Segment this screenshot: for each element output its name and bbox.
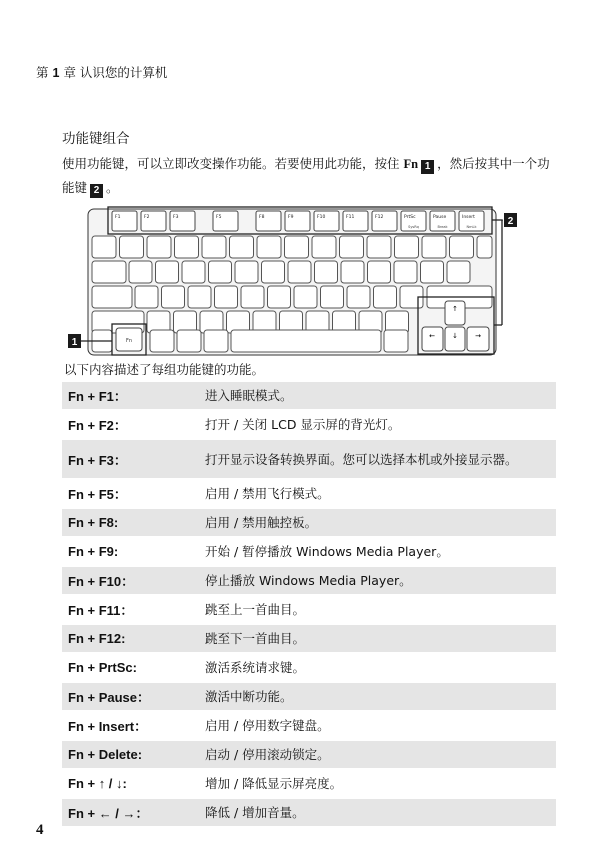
fkey-label: F9 — [288, 215, 294, 220]
callout-1-label: 1 — [71, 337, 78, 348]
arrow-up-icon: ↑ — [452, 305, 458, 313]
table-row — [62, 411, 556, 438]
table-row — [62, 625, 556, 652]
key-description: 跳至上一首曲目。 — [205, 602, 306, 617]
keycap — [230, 236, 254, 258]
fkey-7 — [343, 211, 368, 231]
keycap — [447, 261, 470, 283]
fkey-label: F2 — [144, 215, 150, 220]
keycap — [268, 286, 291, 308]
keycap — [92, 286, 132, 308]
keycap — [340, 236, 364, 258]
keycap — [150, 330, 174, 352]
keycap — [182, 261, 205, 283]
keycap — [347, 286, 370, 308]
keycap — [204, 330, 228, 352]
fkey-sub-label: NmLk — [466, 225, 477, 229]
chapter-title: 章 认识您的计算机 — [63, 65, 168, 80]
table-row — [62, 741, 556, 768]
page-number: 4 — [36, 822, 44, 838]
keycap — [384, 330, 408, 352]
keycap — [241, 286, 264, 308]
fkey-label: F10 — [317, 215, 326, 220]
table-row — [62, 440, 556, 478]
intro-fn: Fn — [403, 157, 419, 171]
table-row — [62, 654, 556, 681]
fkey-label: F1 — [115, 215, 121, 220]
keycap — [315, 261, 338, 283]
callout-2-label: 2 — [507, 216, 514, 227]
key-description: 打开 / 关闭 LCD 显示屏的背光灯。 — [205, 417, 401, 432]
keycap — [368, 261, 391, 283]
keycap — [394, 261, 417, 283]
fkey-5 — [285, 211, 310, 231]
keycap — [120, 236, 144, 258]
key-combination: Fn + F8: — [62, 509, 199, 536]
table-row — [62, 683, 556, 710]
fkey-sub-label: Break — [437, 225, 448, 229]
keycap — [341, 261, 364, 283]
intro-text-2: ，然后按其中一个功能键 — [62, 156, 550, 195]
key-combination: Fn + F3： — [62, 440, 199, 478]
fkey-label: Pause — [433, 215, 447, 220]
key-description: 增加 / 降低显示屏亮度。 — [205, 776, 343, 791]
fkey-label: F8 — [259, 215, 265, 220]
keycap — [257, 236, 281, 258]
key-description: 启用 / 禁用触控板。 — [199, 509, 556, 536]
table-row — [62, 509, 556, 536]
keyboard-svg — [60, 205, 560, 357]
keycap — [177, 330, 201, 352]
chapter-prefix: 第 — [36, 65, 49, 80]
fkey-1 — [141, 211, 166, 231]
callout-badge-2: 2 — [90, 184, 103, 198]
key-description: 激活系统请求键。 — [205, 660, 306, 675]
table-row — [62, 596, 556, 623]
keycap — [129, 261, 152, 283]
keycap — [231, 330, 381, 352]
key-description: 停止播放 Windows Media Player。 — [199, 567, 556, 594]
key-combination: Fn + Insert： — [68, 719, 148, 734]
keycap — [135, 286, 158, 308]
table-row — [62, 712, 556, 739]
key-description: 降低 / 增加音量。 — [199, 799, 556, 826]
keycap — [175, 236, 199, 258]
keycap — [92, 261, 126, 283]
key-description: 启用 / 禁用飞行模式。 — [205, 486, 330, 501]
section-title: 功能键组合 — [62, 131, 130, 147]
keyboard-illustration — [60, 205, 560, 357]
fkey-sub-label: SysRq — [408, 225, 419, 229]
table-caption: 以下内容描述了每组功能键的功能。 — [64, 362, 265, 377]
key-combination: Fn + F5： — [68, 487, 127, 502]
keycap — [450, 236, 474, 258]
keycap — [312, 236, 336, 258]
chapter-header — [36, 63, 167, 81]
key-combination: Fn + F9: — [68, 544, 119, 559]
keycap — [374, 286, 397, 308]
fkey-label: F12 — [375, 215, 384, 220]
keycap — [395, 236, 419, 258]
fn-key-label: Fn — [125, 338, 133, 344]
keycap — [321, 286, 344, 308]
callout-badge-1: 1 — [421, 160, 434, 174]
key-description: 启动 / 停用滚动锁定。 — [199, 741, 556, 768]
fkey-3 — [213, 211, 238, 231]
key-description: 开始 / 暂停播放 Windows Media Player。 — [205, 544, 449, 559]
key-combination: Fn + F1： — [62, 382, 199, 409]
table-row — [62, 382, 556, 409]
key-description: 启用 / 停用数字键盘。 — [205, 718, 330, 733]
key-description: 打开显示设备转换界面。您可以选择本机或外接显示器。 — [199, 440, 556, 478]
keycap — [202, 236, 226, 258]
keycap — [285, 236, 309, 258]
fkey-label: F5 — [216, 215, 222, 220]
fkey-8 — [372, 211, 397, 231]
keycap — [215, 286, 238, 308]
arrow-right-icon: → — [475, 332, 481, 340]
key-combination: Fn + F11： — [68, 603, 134, 618]
key-combination: Fn + F12: — [62, 625, 199, 652]
keycap — [156, 261, 179, 283]
keycap — [288, 261, 311, 283]
arrow-down-icon: ↓ — [452, 332, 458, 340]
fkey-label: PrtSc — [404, 215, 416, 220]
key-description: 跳至下一首曲目。 — [199, 625, 556, 652]
key-combination: Fn + ← / →： — [62, 799, 199, 826]
fkey-0 — [112, 211, 137, 231]
key-description: 进入睡眠模式。 — [199, 382, 556, 409]
fkey-6 — [314, 211, 339, 231]
key-combination: Fn + ↑ / ↓: — [68, 776, 127, 791]
key-combination: Fn + F2： — [68, 418, 127, 433]
key-description: 激活中断功能。 — [199, 683, 556, 710]
keycap — [422, 236, 446, 258]
keycap — [188, 286, 211, 308]
key-combination: Fn + PrtSc: — [68, 660, 137, 675]
keycap — [421, 261, 444, 283]
key-combination: Fn + F10： — [62, 567, 199, 594]
table-row — [62, 770, 556, 797]
fkey-4 — [256, 211, 281, 231]
keycap — [92, 236, 116, 258]
intro-paragraph — [62, 152, 552, 200]
key-combination: Fn + Pause： — [62, 683, 199, 710]
keycap — [147, 236, 171, 258]
key-combination: Fn + Delete: — [62, 741, 199, 768]
chapter-number: 1 — [52, 66, 60, 80]
keycap — [262, 261, 285, 283]
keycap — [477, 236, 492, 258]
function-key-table — [62, 380, 556, 828]
table-row — [62, 799, 556, 826]
fkey-label: F3 — [173, 215, 179, 220]
keycap — [162, 286, 185, 308]
fkey-2 — [170, 211, 195, 231]
keycap — [294, 286, 317, 308]
table-row — [62, 567, 556, 594]
intro-text-1: 使用功能键，可以立即改变操作功能。若要使用此功能，按住 — [62, 156, 400, 171]
keycap — [367, 236, 391, 258]
table-row — [62, 480, 556, 507]
table-row — [62, 538, 556, 565]
keycap — [209, 261, 232, 283]
intro-text-3: 。 — [106, 180, 119, 195]
arrow-left-icon: ← — [429, 332, 435, 340]
fkey-label: F11 — [346, 215, 355, 220]
keycap — [235, 261, 258, 283]
fkey-label: Insert — [462, 215, 475, 220]
